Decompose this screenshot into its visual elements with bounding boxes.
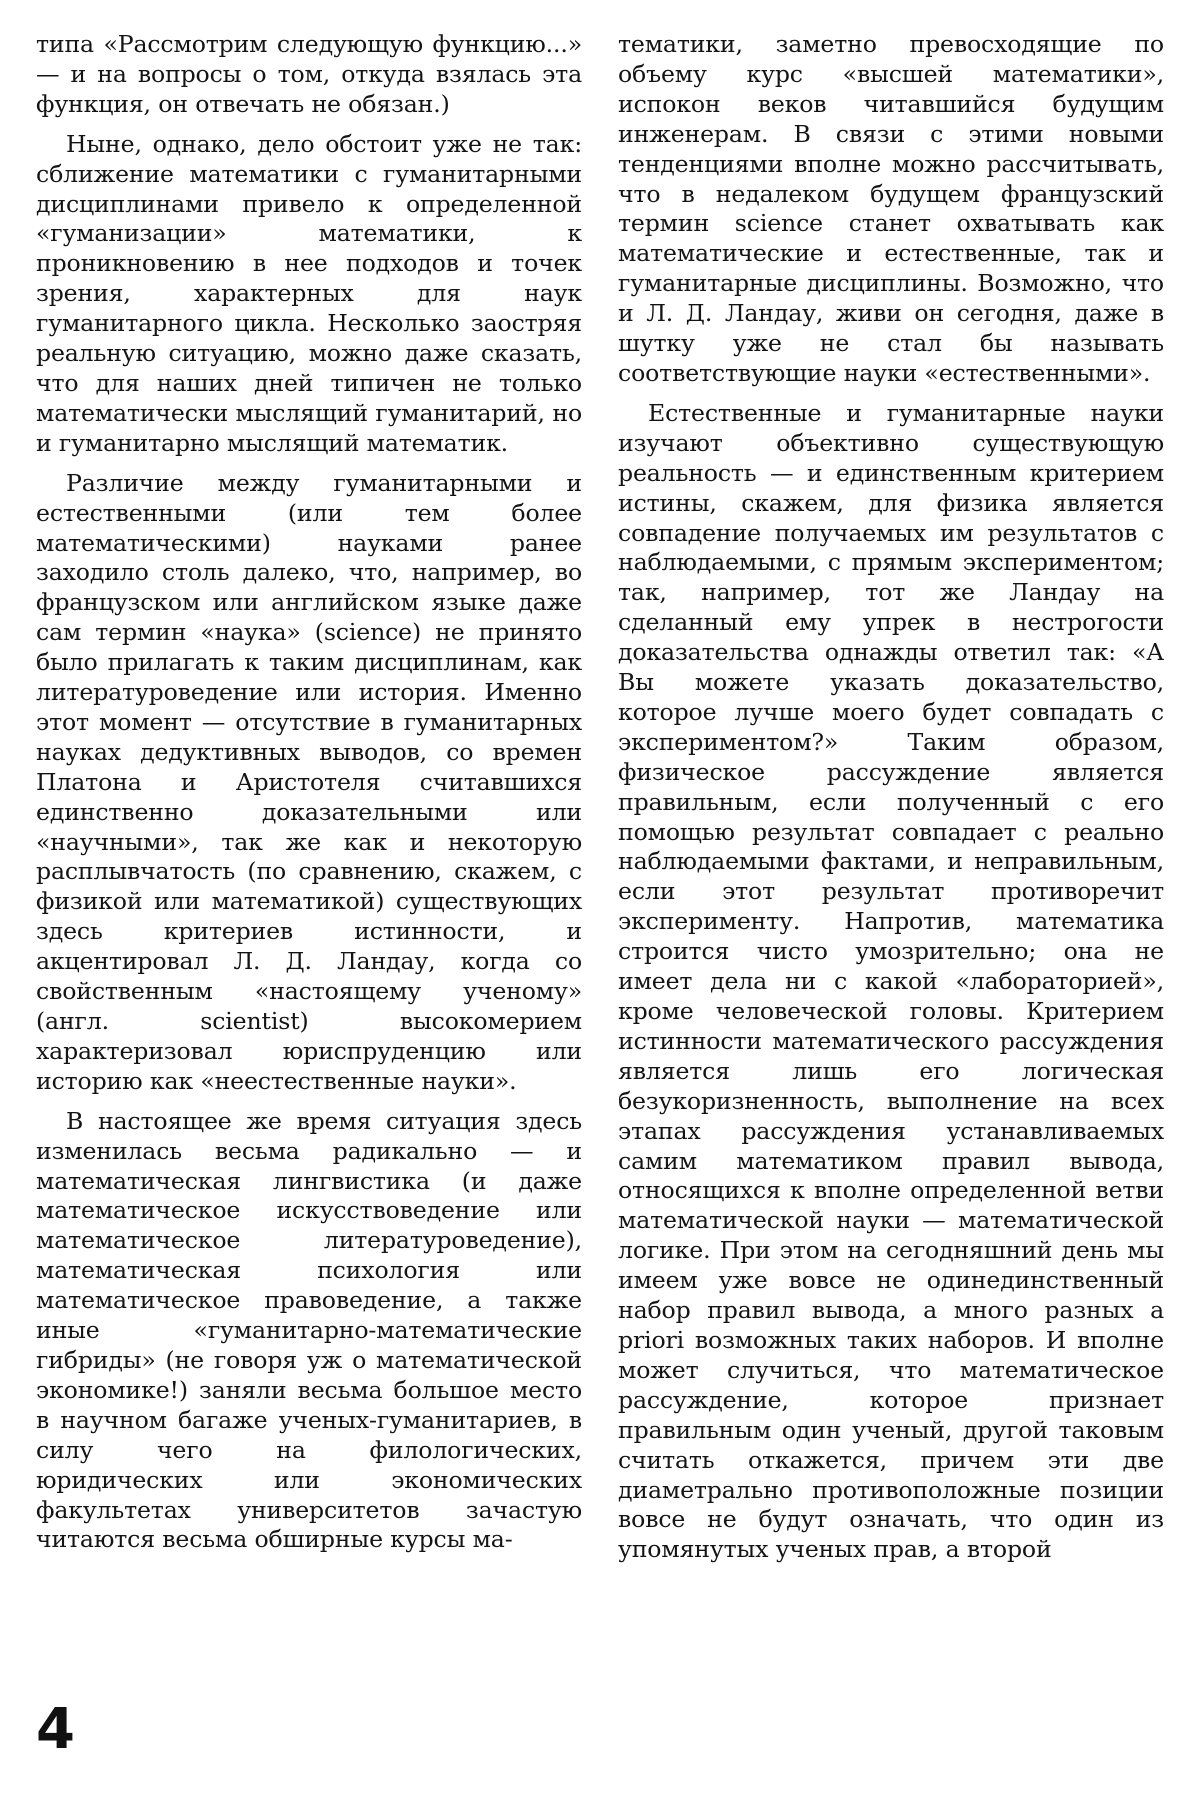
- paragraph: Естественные и гуманитарные науки изучают объективно существующую реальность — и единственным критерием истины, скажем, для физика является совпадение получаемых им результатов с наблюдаемыми, с прямым экспериментом; так, например, тот же Ландау на сделанный ему упрек в нестрогости доказательства однажды ответил так: «А Вы можете указать доказательство, которое лучше моего будет совпадать с экспериментом?» Таким образом, физическое рассуждение является правильным, если полученный с его помощью результат совпадает с реально наблюдаемыми фактами, и неправильным, если этот результат противоречит эксперименту. Напротив, математика строится чисто умозрительно; она не имеет дела ни с какой «лабораторией», кроме человеческой головы. Критерием истинности математического рассуждения является лишь его логическая безукоризненность, выполнение на всех этапах рассуждения устанавливаемых самим математиком правил вывода, относящихся к вполне определенной ветви математической науки — математической логике. При этом на сегодняшний день мы имеем уже вовсе не одинединственный набор правил вывода, а много разных a priori возможных таких наборов. И вполне может случиться, что математическое рассуждение, которое признает правильным один ученый, другой таковым считать откажется, причем эти две диаметрально противоположные позиции вовсе не будут означать, что один из упомянутых ученых прав, а второй: [618, 398, 1164, 1564]
- paragraph: Различие между гуманитарными и естественными (или тем более математическими) науками ранее заходило столь далеко, что, например, во французском или английском языке даже сам термин «наука» (science) не принято было прилагать к таким дисциплинам, как литературоведение или история. Именно этот момент — отсутствие в гуманитарных науках дедуктивных выводов, со времен Платона и Аристотеля считавшихся единственно доказательными или «научными», так же как и некоторую расплывчатость (по сравнению, скажем, с физикой или математикой) существующих здесь критериев истинности, и акцентировал Л. Д. Ландау, когда со свойственным «настоящему ученому» (англ. scientist) высокомерием характеризовал юриспруденцию или историю как «неестественные науки».: [36, 468, 582, 1095]
- paragraph: В настоящее же время ситуация здесь изменилась весьма радикально — и математическая лингвистика (и даже математическое искусствоведение или математическое литературоведение), математическая психология или математическое правоведение, а также иные «гуманитарно-математические гибриды» (не говоря уж о математической экономике!) заняли весьма большое место в научном багаже ученых-гуманитариев, в силу чего на филологических, юридических или экономических факультетах университетов зачастую читаются весьма обширные курсы ма-: [36, 1106, 582, 1554]
- paragraph: типа «Рассмотрим следующую функцию...» — и на вопросы о том, откуда взялась эта функция, он отвечать не обязан.): [36, 30, 582, 118]
- paragraph: Ныне, однако, дело обстоит уже не так: сближение математики с гуманитарными дисциплинами привело к определенной «гуманизации» математики, к проникновению в нее подходов и точек зрения, характерных для наук гуманитарного цикла. Несколько заостряя реальную ситуацию, можно даже сказать, что для наших дней типичен не только математически мыслящий гуманитарий, но и гуманитарно мыслящий математик.: [36, 129, 582, 457]
- paragraph: тематики, заметно превосходящие по объему курс «высшей математики», испокон веков читавшийся будущим инженерам. В связи с этими новыми тенденциями вполне можно рассчитывать, что в недалеком будущем французский термин science станет охватывать как математические и естественные, так и гуманитарные дисциплины. Возможно, что и Л. Д. Ландау, живи он сегодня, даже в шутку уже не стал бы называть соответствующие науки «естественными».: [618, 30, 1164, 387]
- left-text-column: [36, 30, 582, 1565]
- right-text-column: [618, 30, 1164, 1575]
- page-number: 4: [36, 1697, 75, 1762]
